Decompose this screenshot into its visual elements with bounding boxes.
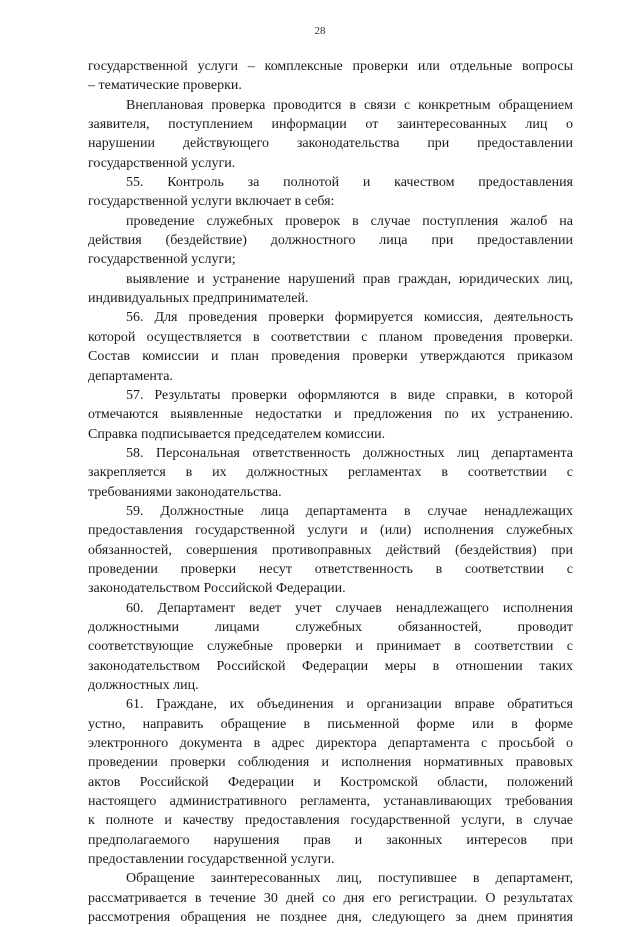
page-number: 28: [314, 25, 326, 37]
text-line: рассматривается в течение 30 дней со дня его регистрации. О результатах: [88, 890, 573, 906]
text-line: государственной услуги включает в себя:: [88, 194, 335, 210]
text-line: обязанностей, совершения противоправных действий (бездействия) при: [88, 542, 573, 558]
text-line: проведение служебных проверок в случае поступления жалоб на: [126, 213, 573, 229]
text-line: выявление и устранение нарушений прав граждан, юридических лиц,: [126, 271, 573, 287]
text-line: рассмотрения обращения не позднее дня, следующего за днем принятия: [88, 910, 573, 926]
text-line: требованиями законодательства.: [88, 484, 282, 500]
text-line: соответствующие служебные проверки и принимает в соответствии с: [88, 639, 573, 655]
text-line: актов Российской Федерации и Костромской области, положений: [88, 774, 573, 790]
document-body: [88, 57, 573, 927]
text-line: проведении проверки соблюдения и исполнения нормативных правовых: [88, 755, 573, 771]
text-line: государственной услуги – комплексные проверки или отдельные вопросы: [88, 59, 573, 74]
text-line: 59. Должностные лица департамента в случае ненадлежащих: [126, 503, 573, 519]
text-line: заявителя, поступлением информации от заинтересованных лиц о: [88, 117, 573, 133]
text-line: устно, направить обращение в письменной форме или в форме: [88, 716, 573, 732]
text-line: 57. Результаты проверки оформляются в виде справки, в которой: [126, 387, 573, 403]
text-line: закрепляется в их должностных регламентах в соответствии с: [88, 465, 573, 481]
text-line: должностными лицами служебных обязанностей, проводит: [88, 619, 573, 635]
text-line: проведении проверки несут ответственность в соответствии с: [88, 561, 573, 577]
text-line: 56. Для проведения проверки формируется комиссия, деятельность: [126, 310, 573, 326]
text-line: предполагаемого нарушения прав и законных интересов при: [88, 832, 573, 848]
text-line: должностных лиц.: [88, 678, 199, 693]
text-line: законодательством Российской Федерации меры в отношении таких: [88, 658, 573, 674]
text-line: Справка подписывается председателем комиссии.: [88, 426, 386, 442]
text-line: Обращение заинтересованных лиц, поступившее в департамент,: [126, 871, 573, 887]
text-line: электронного документа в адрес директора департамента с просьбой о: [88, 736, 573, 752]
text-line: которой осуществляется в соответствии с планом проведения проверки.: [88, 329, 573, 345]
text-line: Состав комиссии и план проведения проверки утверждаются приказом: [88, 349, 573, 365]
text-line: департамента.: [88, 368, 173, 384]
text-line: 58. Персональная ответственность должностных лиц департамента: [126, 445, 573, 461]
text-line: индивидуальных предпринимателей.: [88, 291, 309, 307]
text-line: отмечаются выявленные недостатки и предложения по их устранению.: [88, 407, 573, 423]
text-line: нарушении действующего законодательства при предоставлении: [88, 136, 573, 152]
text-line: 61. Граждане, их объединения и организации вправе обратиться: [126, 697, 573, 713]
text-line: государственной услуги;: [88, 252, 236, 268]
text-line: к полноте и качеству предоставления государственной услуги, в случае: [88, 813, 573, 829]
text-line: государственной услуги.: [88, 155, 236, 171]
text-line: 55. Контроль за полнотой и качеством предоставления: [126, 175, 573, 191]
text-line: – тематические проверки.: [88, 78, 242, 94]
text-line: предоставления государственной услуги и (или) исполнения служебных: [88, 523, 573, 539]
text-line: законодательством Российской Федерации.: [88, 581, 346, 597]
text-line: 60. Департамент ведет учет случаев ненадлежащего исполнения: [126, 600, 573, 616]
text-line: Внеплановая проверка проводится в связи с конкретным обращением: [126, 97, 573, 113]
text-line: настоящего административного регламента, устанавливающих требования: [88, 794, 573, 810]
text-line: действия (бездействие) должностного лица при предоставлении: [88, 233, 573, 249]
text-line: предоставлении государственной услуги.: [88, 852, 335, 868]
